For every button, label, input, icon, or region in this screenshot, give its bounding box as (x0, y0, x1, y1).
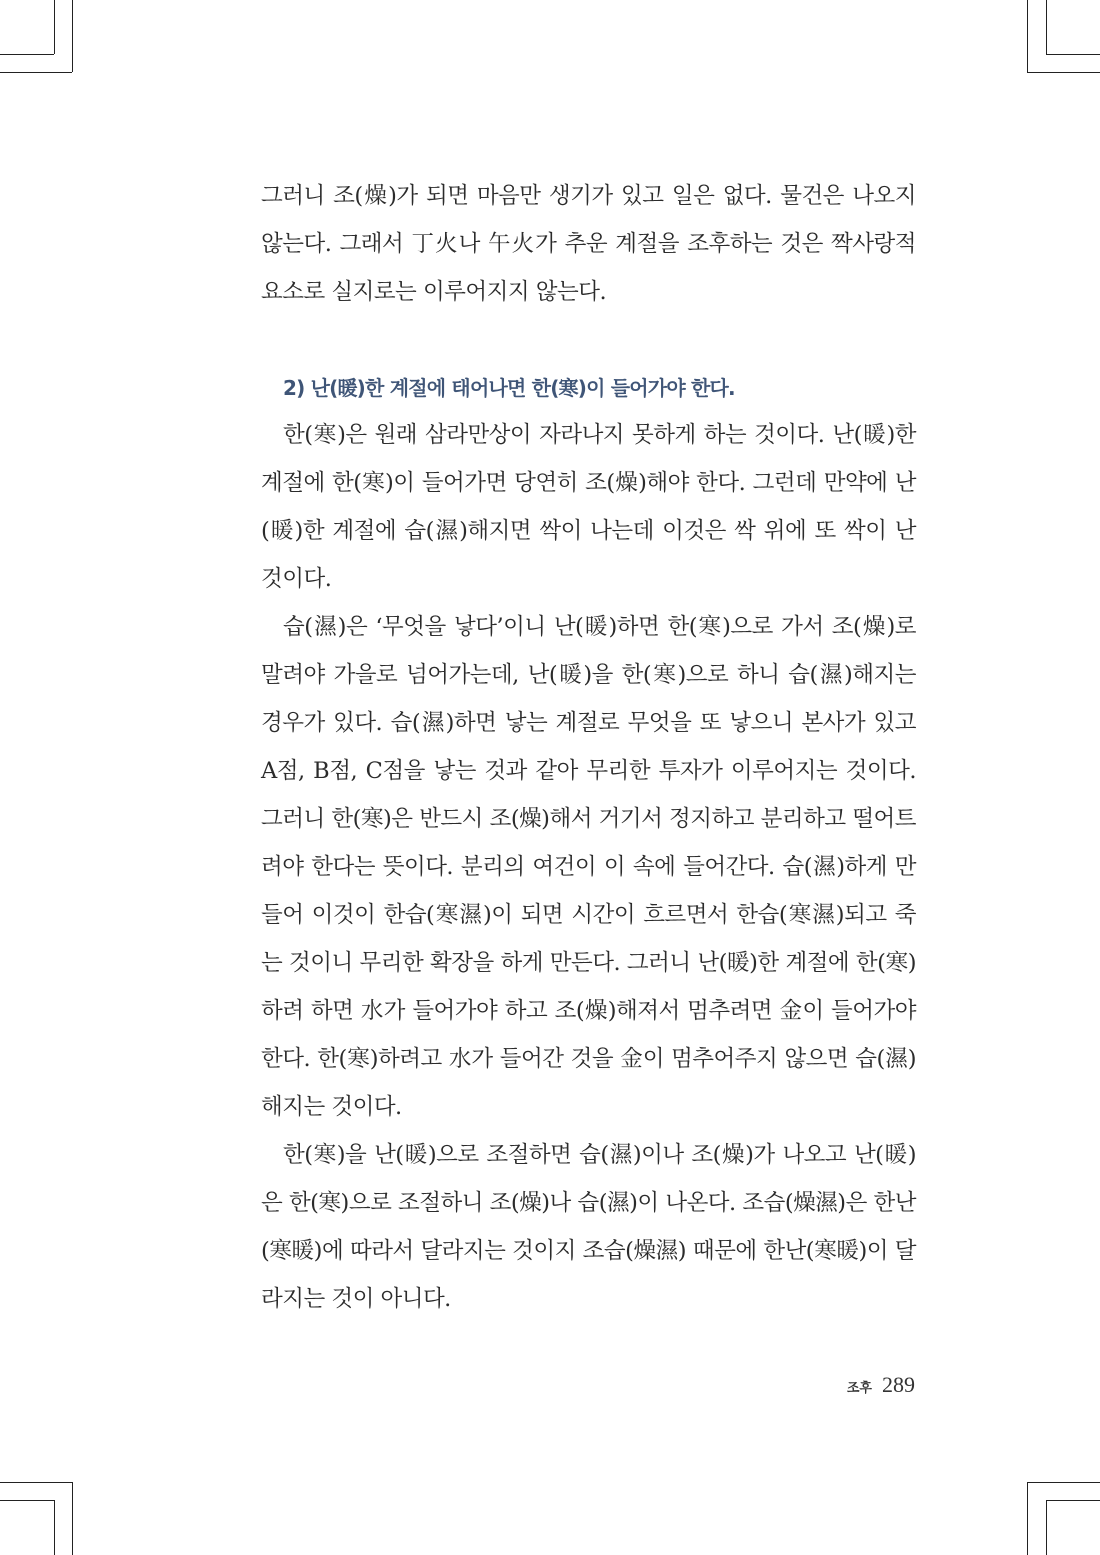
crop-mark-bottom-right-vertical (1027, 1482, 1028, 1555)
intro-paragraph: 그러니 조(燥)가 되면 마음만 생기가 있고 일은 없다. 물건은 나오지 않는다. 그래서 丁火나 午火가 추운 계절을 조후하는 것은 짝사랑적 요소로 실지로는 이루어지지 않는다. (261, 183, 916, 305)
crop-mark-top-right-inner-vertical (1046, 0, 1047, 54)
crop-mark-top-left-horizontal (0, 72, 72, 73)
body-paragraph-1: 한(寒)은 원래 삼라만상이 자라나지 못하게 하는 것이다. 난(暖)한 계절에 한(寒)이 들어가면 당연히 조(燥)해야 한다. 그런데 만약에 난(暖)한 계절에 습(濕)해지면 싹이 나는데 이것은 싹 위에 또 싹이 난 것이다. (261, 422, 916, 592)
crop-mark-bottom-right-inner-horizontal (1046, 1500, 1100, 1501)
crop-mark-top-right-vertical (1027, 0, 1028, 72)
crop-mark-bottom-right-inner-vertical (1046, 1500, 1047, 1555)
crop-mark-bottom-left-vertical (72, 1482, 73, 1555)
crop-mark-bottom-left-horizontal (0, 1482, 72, 1483)
section-heading: 2) 난(暖)한 계절에 태어나면 한(寒)이 들어가야 한다. (283, 376, 735, 400)
crop-mark-bottom-left-inner-horizontal (0, 1500, 54, 1501)
body-paragraph-2: 습(濕)은 ‘무엇을 낳다’이니 난(暖)하면 한(寒)으로 가서 조(燥)로 말려야 가을로 넘어가는데, 난(暖)을 한(寒)으로 하니 습(濕)해지는 경우가 있다. 습(濕)하면 낳는 계절로 무엇을 또 낳으니 본사가 있고 A점, B점, C점을 낳는 것과 같아 무리한 투자가 이루어지는 것이다. 그러니 한(寒)은 반드시 조(燥)해서 거기서 정지하고 분리하고 떨어트려야 한다는 뜻이다. 분리의 여건이 이 속에 들어간다. 습(濕)하게 만들어 이것이 한습(寒濕)이 되면 시간이 흐르면서 한습(寒濕)되고 죽는 것이니 무리한 확장을 하게 만든다. 그러니 난(暖)한 계절에 한(寒)하려 하면 水가 들어가야 하고 조(燥)해져서 멈추려면 金이 들어가야 한다. 한(寒)하려고 水가 들어간 것을 金이 멈추어주지 않으면 습(濕)해지는 것이다. (261, 614, 916, 1120)
page-footer (847, 1372, 915, 1398)
running-head: 조후 (846, 1381, 872, 1396)
crop-mark-top-right-inner-horizontal (1046, 54, 1100, 55)
crop-mark-bottom-right-horizontal (1027, 1482, 1100, 1483)
body-paragraph-3: 한(寒)을 난(暖)으로 조절하면 습(濕)이나 조(燥)가 나오고 난(暖)은 한(寒)으로 조절하니 조(燥)나 습(濕)이 나온다. 조습(燥濕)은 한난(寒暖)에 따라서 달라지는 것이지 조습(燥濕) 때문에 한난(寒暖)이 달라지는 것이 아니다. (261, 1142, 916, 1312)
intro-text-block (261, 172, 916, 316)
page-number: 289 (882, 1372, 915, 1397)
crop-mark-top-left-vertical (72, 0, 73, 72)
body-text-block (261, 411, 916, 1323)
crop-mark-top-left-inner-horizontal (0, 54, 54, 55)
crop-mark-top-right-horizontal (1027, 72, 1100, 73)
crop-mark-bottom-left-inner-vertical (54, 1500, 55, 1555)
crop-mark-top-left-inner-vertical (54, 0, 55, 54)
